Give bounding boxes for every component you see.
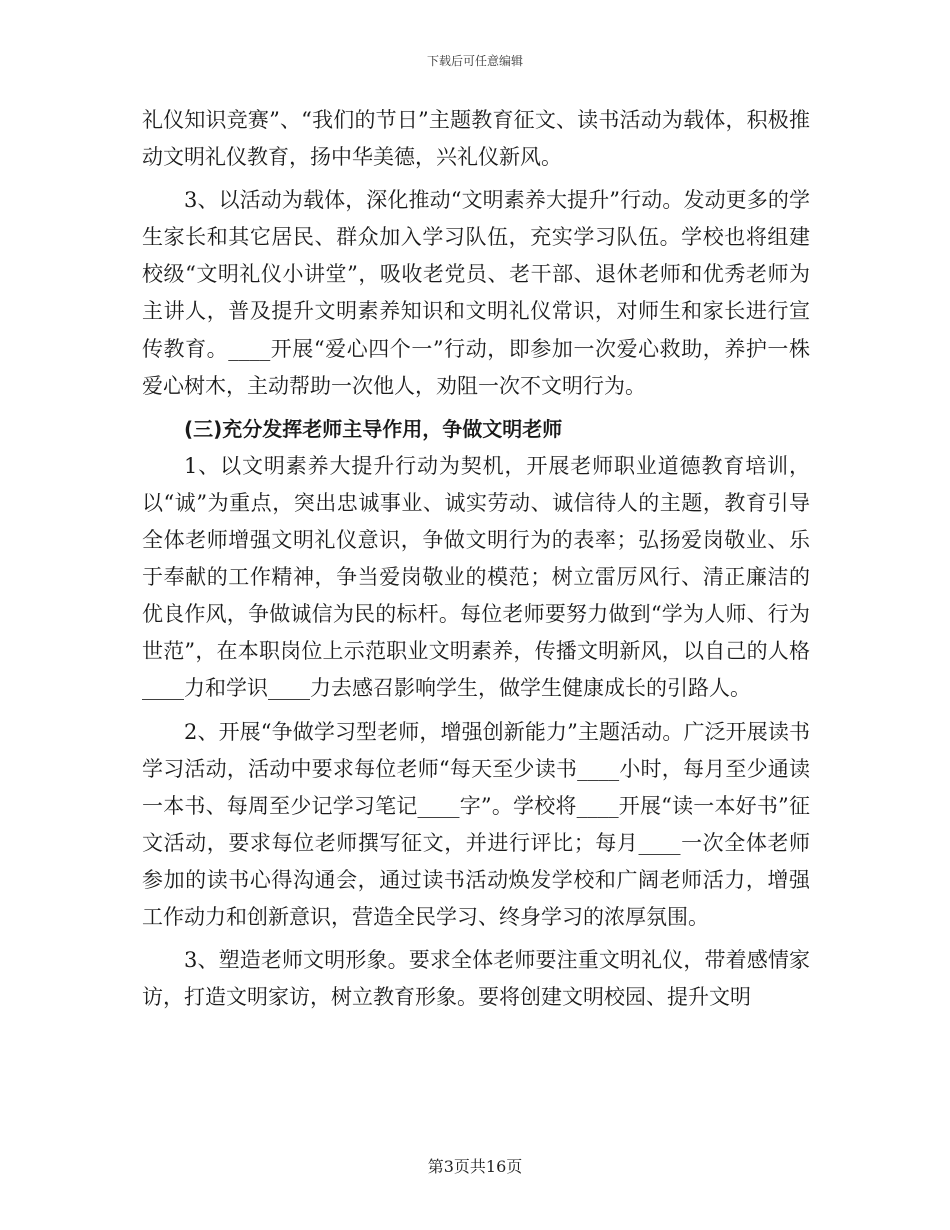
section-heading-3: (三)充分发挥老师主导作用，争做文明老师: [184, 416, 563, 441]
page-header: 下载后可任意编辑: [426, 54, 523, 68]
page-footer: 第3页共16页: [427, 1157, 523, 1176]
document-body: [142, 102, 810, 1016]
paragraph-item-3-image: 3、塑造老师文明形象。要求全体老师要注重文明礼仪，带着感情家访，打造文明家访，树立教育形象。要将创建文明校园、提升文明: [142, 948, 810, 1010]
paragraph-item-3-activities: 3、以活动为载体，深化推动“文明素养大提升”行动。发动更多的学生家长和其它居民、群众加入学习队伍，充实学习队伍。学校也将组建校级“文明礼仪小讲堂”，吸收老党员、老干部、退休老师和优秀老师为主讲人，普及提升文明素养知识和文明礼仪常识，对师生和家长进行宣传教育。____开展“爱心四个一”行动，即参加一次爱心救助，养护一株爱心树木，主动帮助一次他人，劝阻一次不文明行为。: [142, 188, 810, 398]
paragraph-item-1-ethics: 1、以文明素养大提升行动为契机，开展老师职业道德教育培训，以“诚”为重点，突出忠诚事业、诚实劳动、诚信待人的主题，教育引导全体老师增强文明礼仪意识，争做文明行为的表率；弘扬爱岗敬业、乐于奉献的工作精神，争当爱岗敬业的模范；树立雷厉风行、清正廉洁的优良作风，争做诚信为民的标杆。每位老师要努力做到“学为人师、行为世范”，在本职岗位上示范职业文明素养，传播文明新风，以自己的人格____力和学识____力去感召影响学生，做学生健康成长的引路人。: [142, 453, 810, 701]
paragraph-continued: 礼仪知识竞赛”、“我们的节日”主题教育征文、读书活动为载体，积极推动文明礼仪教育，扬中华美德，兴礼仪新风。: [142, 108, 810, 170]
paragraph-item-2-learning: 2、开展“争做学习型老师，增强创新能力”主题活动。广泛开展读书学习活动，活动中要求每位老师“每天至少读书____小时，每月至少通读一本书、每周至少记学习笔记____字”。学校将____开展“读一本好书”征文活动，要求每位老师撰写征文，并进行评比；每月____一次全体老师参加的读书心得沟通会，通过读书活动焕发学校和广阔老师活力，增强工作动力和创新意识，营造全民学习、终身学习的浓厚氛围。: [142, 719, 810, 929]
